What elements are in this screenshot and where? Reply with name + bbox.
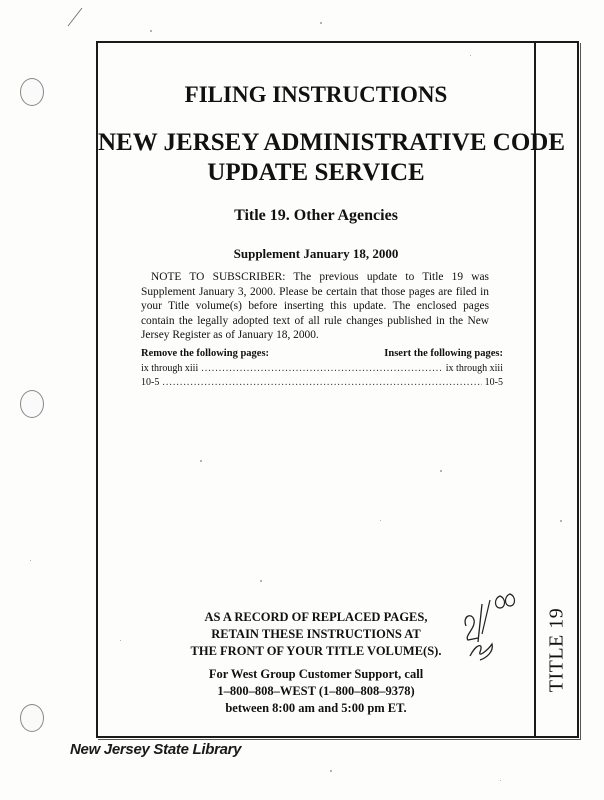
code-title-line: NEW JERSEY ADMINISTRATIVE CODE	[98, 129, 565, 156]
remove-pages-cell: 10-5	[141, 377, 160, 388]
subscriber-note: NOTE TO SUBSCRIBER: The previous update to Title 19 was Supplement January 3, 2000. Please be certain that those pages are filed in your Title volume(s) before inserting this update. The enclosed pages contain the legally adopted text of all rule changes published in the New Jersey Register as of January 18, 2000.	[141, 271, 489, 341]
record-line: AS A RECORD OF REPLACED PAGES,	[204, 610, 428, 624]
record-line: RETAIN THESE INSTRUCTIONS AT	[211, 627, 421, 641]
page-title: FILING INSTRUCTIONS	[184, 82, 448, 107]
code-title-line: UPDATE SERVICE	[207, 159, 425, 186]
scan-speck	[500, 780, 501, 781]
scan-speck	[30, 560, 31, 561]
pages-table-header	[141, 348, 503, 359]
table-row	[141, 363, 503, 374]
scan-speck	[150, 30, 152, 32]
customer-support	[98, 666, 534, 717]
scan-speck	[320, 22, 322, 24]
insert-pages-cell: 10-5	[484, 377, 503, 388]
dot-leader	[201, 363, 443, 374]
support-line: For West Group Customer Support, call	[208, 667, 424, 681]
tab-label: TITLE 19	[545, 607, 568, 693]
punch-hole-icon	[20, 78, 44, 106]
remove-pages-header: Remove the following pages:	[141, 348, 270, 359]
insert-pages-cell: ix through xiii	[445, 363, 503, 374]
insert-pages-header: Insert the following pages:	[384, 348, 503, 359]
table-row	[141, 377, 503, 388]
remove-pages-cell: ix through xiii	[141, 363, 199, 374]
record-line: THE FRONT OF YOUR TITLE VOLUME(S).	[190, 644, 442, 658]
title-subtitle: Title 19. Other Agencies	[234, 207, 398, 224]
support-line: between 8:00 am and 5:00 pm ET.	[225, 701, 407, 715]
support-line: 1–800–808–WEST (1–800–808–9378)	[217, 684, 415, 698]
dot-leader	[162, 377, 481, 388]
library-stamp: New Jersey State Library	[70, 741, 242, 758]
punch-hole-icon	[20, 704, 44, 732]
code-title	[98, 128, 565, 188]
punch-hole-icon	[20, 390, 44, 418]
pencil-mark-icon	[60, 2, 90, 32]
supplement-date: Supplement January 18, 2000	[233, 246, 399, 261]
scan-speck	[330, 770, 332, 772]
handwritten-initials-icon	[456, 586, 526, 666]
